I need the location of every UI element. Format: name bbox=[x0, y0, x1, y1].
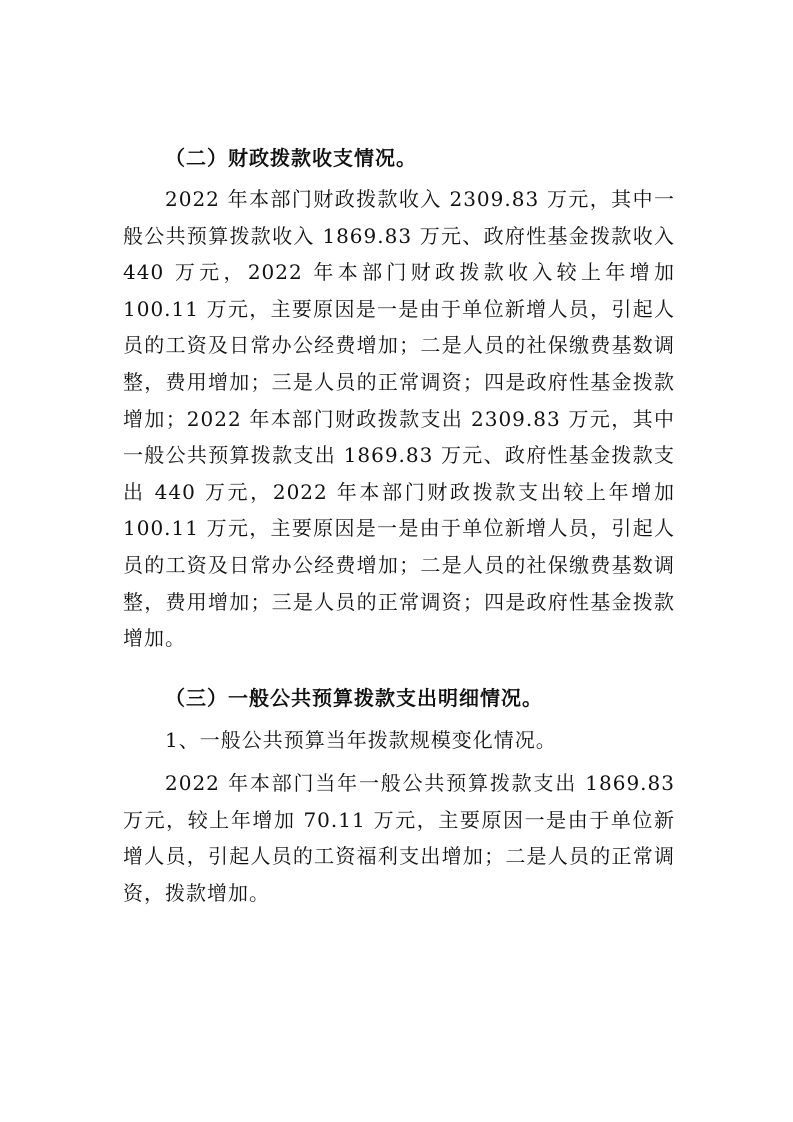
general-budget-subheading: 1、一般公共预算当年拨款规模变化情况。 bbox=[165, 728, 557, 752]
financial-appropriation-paragraph: 2022 年本部门财政拨款收入 2309.83 万元，其中一般公共预算拨款收入 1869.83 万元、政府性基金拨款收入 440 万元，2022 年本部门财政拨款收入较上年增加 100.11 万元，主要原因是一是由于单位新增人员，引起人员的工资及日常办公经费增加；二是人员的社保缴费基数调整，费用增加；三是人员的正常调资；四是政府性基金拨款增加；2022 年本部门财政拨款支出 2309.83 万元，其中一般公共预算拨款支出 1869.83 万元、政府性基金拨款支出 440 万元，2022 年本部门财政拨款支出较上年增加 100.11 万元，主要原因是一是由于单位新增人员，引起人员的工资及日常办公经费增加；二是人员的社保缴费基数调整，费用增加；三是人员的正常调资；四是政府性基金拨款增加。 bbox=[123, 187, 675, 651]
general-budget-paragraph: 2022 年本部门当年一般公共预算拨款支出 1869.83 万元，较上年增加 70.11 万元，主要原因一是由于单位新增人员，引起人员的工资福利支出增加；二是人员的正常调资，拨款增加。 bbox=[123, 771, 675, 905]
section-heading-financial-appropriation: （二）财政拨款收支情况。 bbox=[165, 146, 417, 170]
section-heading-general-budget-details: （三）一般公共预算拨款支出明细情况。 bbox=[165, 686, 543, 710]
